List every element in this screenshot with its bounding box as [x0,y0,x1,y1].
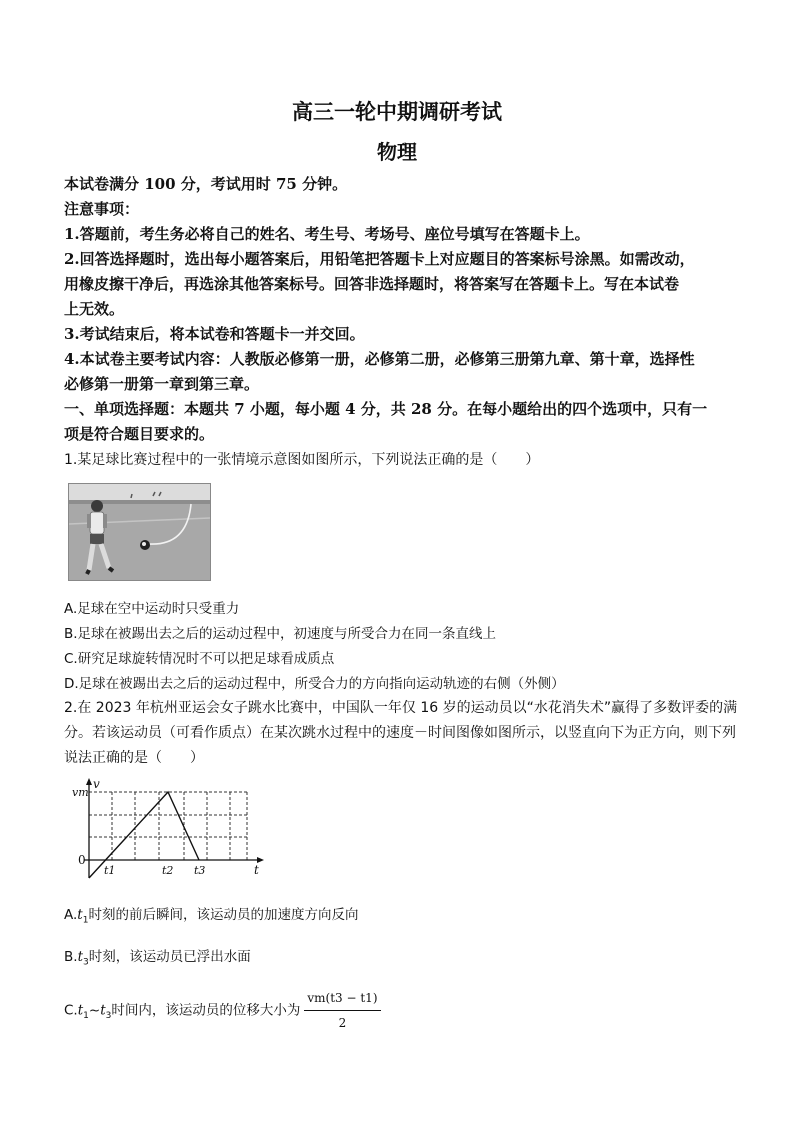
q1-option-d: D.足球在被踢出去之后的运动过程中，所受合力的方向指向运动轨迹的右侧（外侧） [64,676,565,692]
option-subscript: 3 [83,957,89,968]
q1-option-a: A.足球在空中运动时只受重力 [64,601,240,617]
q1-stem: 1.某足球比赛过程中的一张情境示意图如图所示，下列说法正确的是（ ） [64,452,540,468]
football-photo [68,483,211,581]
notice-heading: 注意事项： [64,200,140,218]
option-text: 时刻，该运动员已浮出水面 [88,949,251,965]
q2-option-a [64,905,358,931]
option-variable: t [100,1002,106,1019]
t1-label: t1 [104,864,116,877]
q2-option-c [64,988,381,1033]
fraction-denominator: 2 [338,1016,347,1030]
option-subscript: 1 [82,915,89,926]
q1-option-c: C.研究足球旋转情况时不可以把足球看成质点 [64,651,335,667]
option-tilde: ~ [88,1002,101,1019]
exam-title: 高三一轮中期调研考试 [292,100,502,124]
option-subscript: 3 [105,1011,112,1022]
notice-item: 1.答题前，考生务必将自己的姓名、考生号、考场号、座位号填写在答题卡上。 [64,225,590,243]
notice-item: 4.本试卷主要考试内容：人教版必修第一册，必修第二册，必修第三册第九章、第十章，选择性 [64,350,695,368]
notice-item: 2.回答选择题时，选出每小题答案后，用铅笔把答题卡上对应题目的答案标号涂黑。如需改动， [64,250,695,268]
option-letter: B. [64,949,78,965]
option-text: 时间内，该运动员的位移大小为 [111,1002,301,1019]
q1-option-b: B.足球在被踢出去之后的运动过程中，初速度与所受合力在同一条直线上 [64,626,497,642]
q2-option-b [64,947,251,973]
velocity-time-graph [70,778,270,882]
option-subscript: 1 [83,1011,89,1022]
football-scene-illustration [69,484,210,580]
t-axis-label: t [254,863,259,877]
option-text: 时刻的前后瞬间，该运动员的加速度方向反向 [88,907,359,923]
v-axis-label: v [93,778,100,791]
notice-item: 3.考试结束后，将本试卷和答题卡一并交回。 [64,325,365,343]
score-line: 本试卷满分 100 分，考试用时 75 分钟。 [64,175,348,193]
notice-item: 上无效。 [64,300,125,318]
vm-label: vm [72,786,89,799]
option-variable: t [77,949,83,965]
option-letter: C. [64,1002,78,1019]
option-variable: t [77,1002,84,1019]
q2-stem-line: 2.在 2023 年杭州亚运会女子跳水比赛中，中国队一年仅 16 岁的运动员以“水花消失术”赢得了多数评委的满 [64,700,738,716]
q2-stem-line: 分。若该运动员（可看作质点）在某次跳水过程中的速度－时间图像如图所示，以竖直向下为正方向，则下列 [64,725,736,741]
t2-label: t2 [162,864,174,877]
displacement-fraction [304,988,380,1033]
option-letter: A. [64,907,78,923]
subject-title: 物理 [377,140,417,164]
section-heading: 项是符合题目要求的。 [64,425,215,443]
notice-item: 必修第一册第一章到第三章。 [64,375,260,393]
t3-label: t3 [194,864,206,877]
section-heading: 一、单项选择题：本题共 7 小题，每小题 4 分，共 28 分。在每小题给出的四个选项中，只有一 [64,400,708,418]
origin-label: 0 [78,853,86,867]
notice-item: 用橡皮擦干净后，再选涂其他答案标号。回答非选择题时，将答案写在答题卡上。写在本试卷 [64,275,680,293]
option-variable: t [77,907,83,923]
q2-stem-line: 说法正确的是（ ） [64,750,204,766]
fraction-numerator: vm(t3 − t1) [304,988,380,1011]
